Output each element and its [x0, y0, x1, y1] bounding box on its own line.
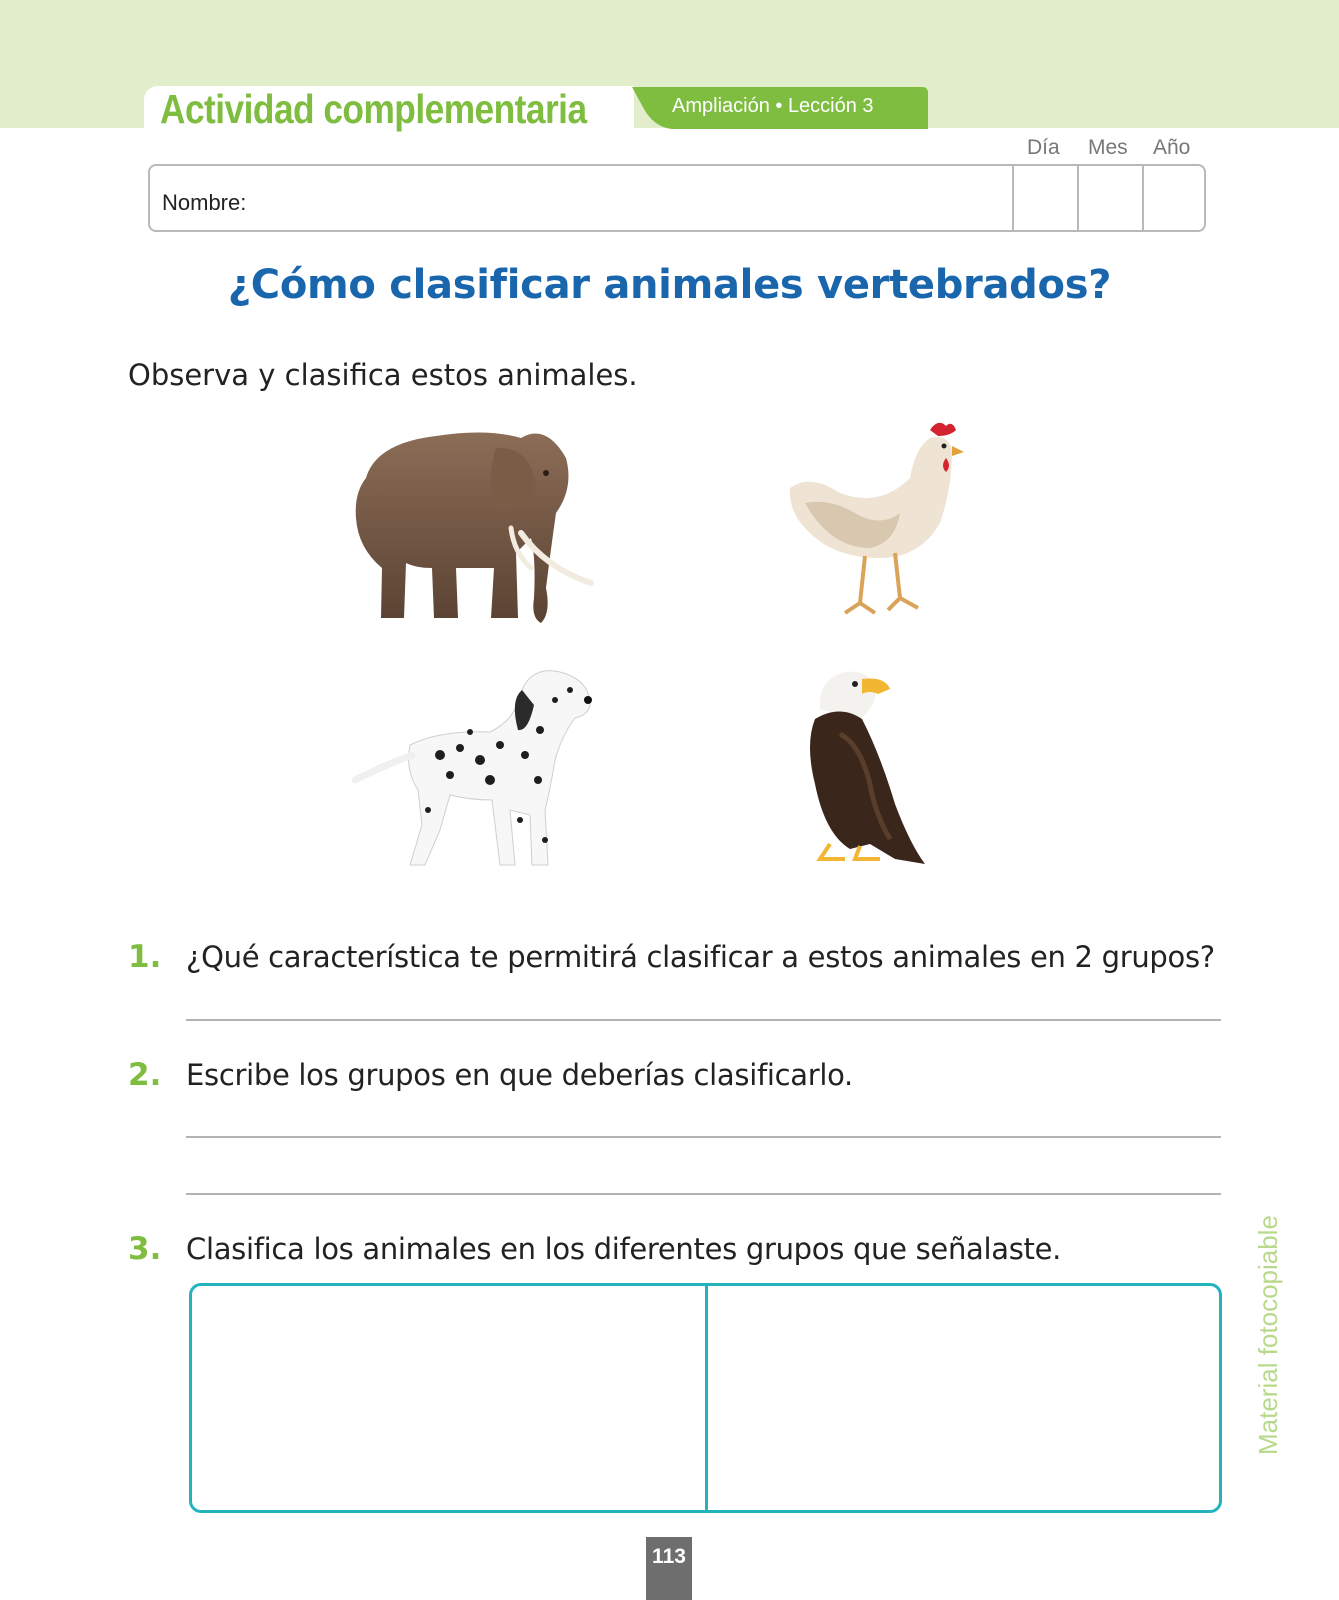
question-text: Escribe los grupos en que deberías clasificarlo.	[186, 1058, 853, 1092]
elephant-image	[346, 418, 606, 632]
classification-table	[189, 1283, 1222, 1513]
side-label: Material fotocopiable	[1253, 1215, 1283, 1455]
year-field[interactable]	[1144, 166, 1204, 230]
lesson-badge	[632, 87, 928, 129]
dalmatian-image	[350, 660, 606, 876]
page-number: 113	[646, 1537, 692, 1600]
name-date-form	[148, 164, 1206, 232]
eagle-image	[800, 664, 950, 876]
group-cell-left[interactable]	[192, 1286, 705, 1510]
question-number: 1.	[128, 939, 162, 975]
answer-line[interactable]	[186, 1136, 1221, 1138]
activity-title: Actividad complementaria	[160, 86, 587, 132]
chicken-image	[780, 418, 970, 630]
day-field[interactable]	[1014, 166, 1077, 230]
question-number: 3.	[128, 1231, 162, 1267]
question-number: 2.	[128, 1057, 162, 1093]
question-text: ¿Qué característica te permitirá clasificar a estos animales en 2 grupos?	[186, 940, 1215, 974]
answer-line[interactable]	[186, 1193, 1221, 1195]
instruction-text: Observa y clasifica estos animales.	[128, 358, 638, 392]
page-heading: ¿Cómo clasificar animales vertebrados?	[227, 262, 1112, 308]
name-label: Nombre:	[162, 190, 247, 215]
date-label-month: Mes	[1088, 136, 1128, 159]
group-cell-right[interactable]	[708, 1286, 1219, 1510]
lesson-badge-text: Ampliación • Lección 3	[672, 95, 874, 117]
month-field[interactable]	[1079, 166, 1142, 230]
date-label-year: Año	[1153, 136, 1191, 159]
question-text: Clasifica los animales en los diferentes grupos que señalaste.	[186, 1232, 1062, 1266]
date-label-day: Día	[1027, 136, 1060, 159]
answer-line[interactable]	[186, 1019, 1221, 1021]
